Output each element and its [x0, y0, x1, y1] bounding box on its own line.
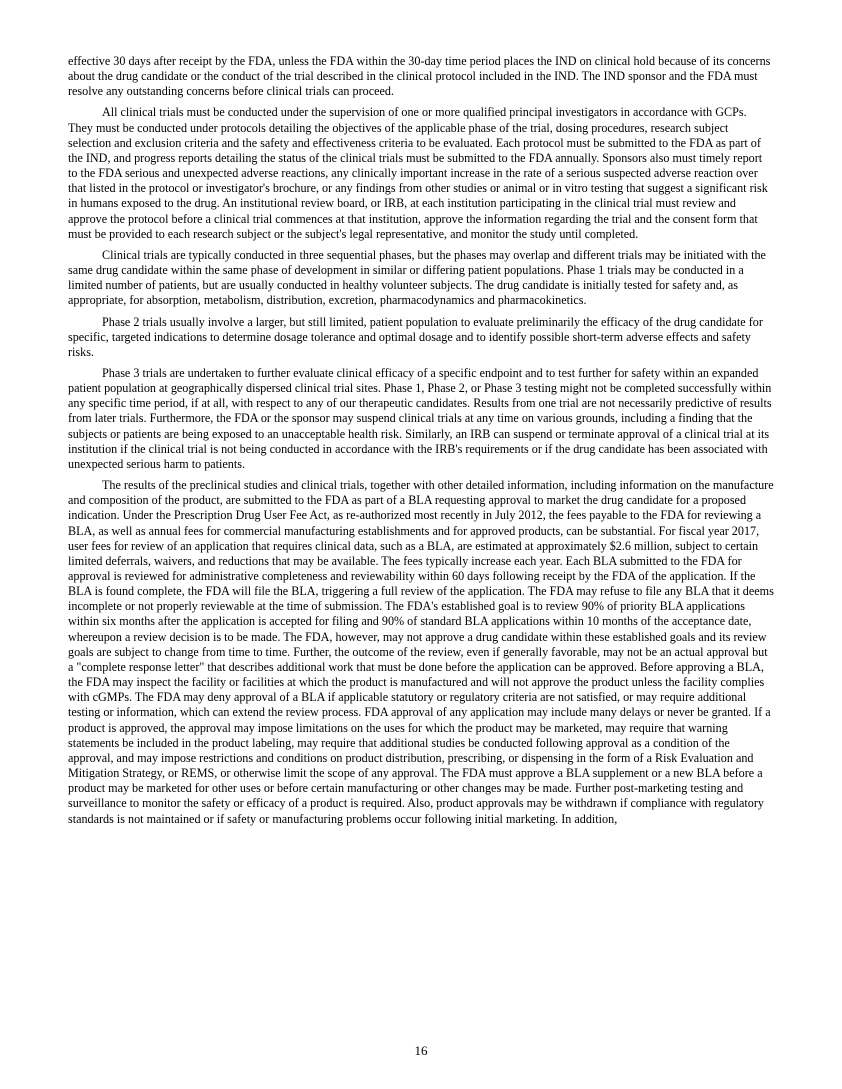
paragraph-bla-submission: The results of the preclinical studies and clinical trials, together with other detailed information, including information on the manufacture and composition of the product, are submitted to the FDA as part of a BLA requesting approval to market the drug candidate for a proposed indication. Under the Prescription Drug User Fee Act, as re-authorized most recently in July 2012, the fees payable to the FDA for reviewing a BLA, as well as annual fees for commercial manufacturing establishments and for approved products, can be substantial. For fiscal year 2017, user fees for review of an application that requires clinical data, such as a BLA, are estimated at approximately $2.6 million, subject to certain limited deferrals, waivers, and reductions that may be available. The fees typically increase each year. Each BLA submitted to the FDA for approval is reviewed for administrative completeness and reviewability within 60 days following receipt by the FDA of the application. If the BLA is found complete, the FDA will file the BLA, triggering a full review of the application. The FDA may refuse to file any BLA that it deems incomplete or not properly reviewable at the time of submission. The FDA's established goal is to review 90% of priority BLA applications within six months after the application is accepted for filing and 90% of standard BLA applications within 10 months of the acceptance date, whereupon a review decision is to be made. The FDA, however, may not approve a drug candidate within these established goals and its review goals are subject to change from time to time. Further, the outcome of the review, even if generally favorable, may not be an actual approval but a "complete response letter" that describes additional work that must be done before the application can be approved. Before approving a BLA, the FDA may inspect the facility or facilities at which the product is manufactured and will not approve the product unless the facility complies with cGMPs. The FDA may deny approval of a BLA if applicable statutory or regulatory criteria are not satisfied, or may require additional testing or information, which can extend the review process. FDA approval of any application may include many delays or never be granted. If a product is approved, the approval may impose limitations on the uses for which the product may be marketed, may require that warning statements be included in the product labeling, may require that additional studies be conducted following approval as a condition of the approval, and may impose restrictions and conditions on product distribution, prescribing, or dispensing in the form of a Risk Evaluation and Mitigation Strategy, or REMS, or otherwise limit the scope of any approval. The FDA must approve a BLA supplement or a new BLA before a product may be marketed for other uses or before certain manufacturing or other changes may be made. Further post-marketing testing and surveillance to monitor the safety or efficacy of a product is required. Also, product approvals may be withdrawn if compliance with regulatory standards is not maintained or if safety or manufacturing problems occur following initial marketing. In addition,: [68, 478, 774, 826]
paragraph-clinical-trial-supervision: All clinical trials must be conducted under the supervision of one or more qualified principal investigators in accordance with GCPs. They must be conducted under protocols detailing the objectives of the applicable phase of the trial, dosing procedures, research subject selection and exclusion criteria and the safety and effectiveness criteria to be evaluated. Each protocol must be submitted to the FDA as part of the IND, and progress reports detailing the status of the clinical trials must be submitted to the FDA annually. Sponsors also must timely report to the FDA serious and unexpected adverse reactions, any clinically important increase in the rate of a serious suspected adverse reaction over that listed in the protocol or investigator's brochure, or any findings from other studies or animal or in vitro testing that suggest a significant risk in humans exposed to the drug. An institutional review board, or IRB, at each institution participating in the clinical trial must review and approve the protocol before a clinical trial commences at that institution, approve the information regarding the trial and the consent form that must be provided to each research subject or the subject's legal representative, and monitor the study until completed.: [68, 105, 768, 241]
paragraph-trial-phases: Clinical trials are typically conducted in three sequential phases, but the phases may overlap and different trials may be initiated with the same drug candidate within the same phase of development in similar or differing patient populations. Phase 1 trials may be conducted in a limited number of patients, but are usually conducted in healthy volunteer subjects. The drug candidate is initially tested for safety and, as appropriate, for absorption, metabolism, distribution, excretion, pharmacodynamics and pharmacokinetics.: [68, 247, 766, 308]
page-number: 16: [414, 1043, 428, 1058]
paragraph-ind-clinical-hold: effective 30 days after receipt by the FDA, unless the FDA within the 30-day time period places the IND on clinical hold because of its concerns about the drug candidate or the conduct of the trial described in the clinical protocol included in the IND. The IND sponsor and the FDA must resolve any outstanding concerns before clinical trials can proceed.: [68, 54, 771, 99]
document-body: [68, 54, 774, 833]
paragraph-phase-2: Phase 2 trials usually involve a larger, but still limited, patient population to evaluate preliminarily the efficacy of the drug candidate for specific, targeted indications to determine dosage tolerance and optimal dosage and to identify possible short-term adverse effects and safety risks.: [68, 314, 763, 359]
paragraph-phase-3: Phase 3 trials are undertaken to further evaluate clinical efficacy of a specific endpoint and to test further for safety within an expanded patient population at geographically dispersed clinical trial sites. Phase 1, Phase 2, or Phase 3 testing might not be completed successfully within any specific time period, if at all, with respect to any of our therapeutic candidates. Results from one trial are not necessarily predictive of results from later trials. Furthermore, the FDA or the sponsor may suspend clinical trials at any time on various grounds, including a finding that the subjects or patients are being exposed to an unacceptable health risk. Similarly, an IRB can suspend or terminate approval of a clinical trial at its institution if the clinical trial is not being conducted in accordance with the IRB's requirements or if the drug candidate has been associated with unexpected serious harm to patients.: [68, 365, 772, 471]
